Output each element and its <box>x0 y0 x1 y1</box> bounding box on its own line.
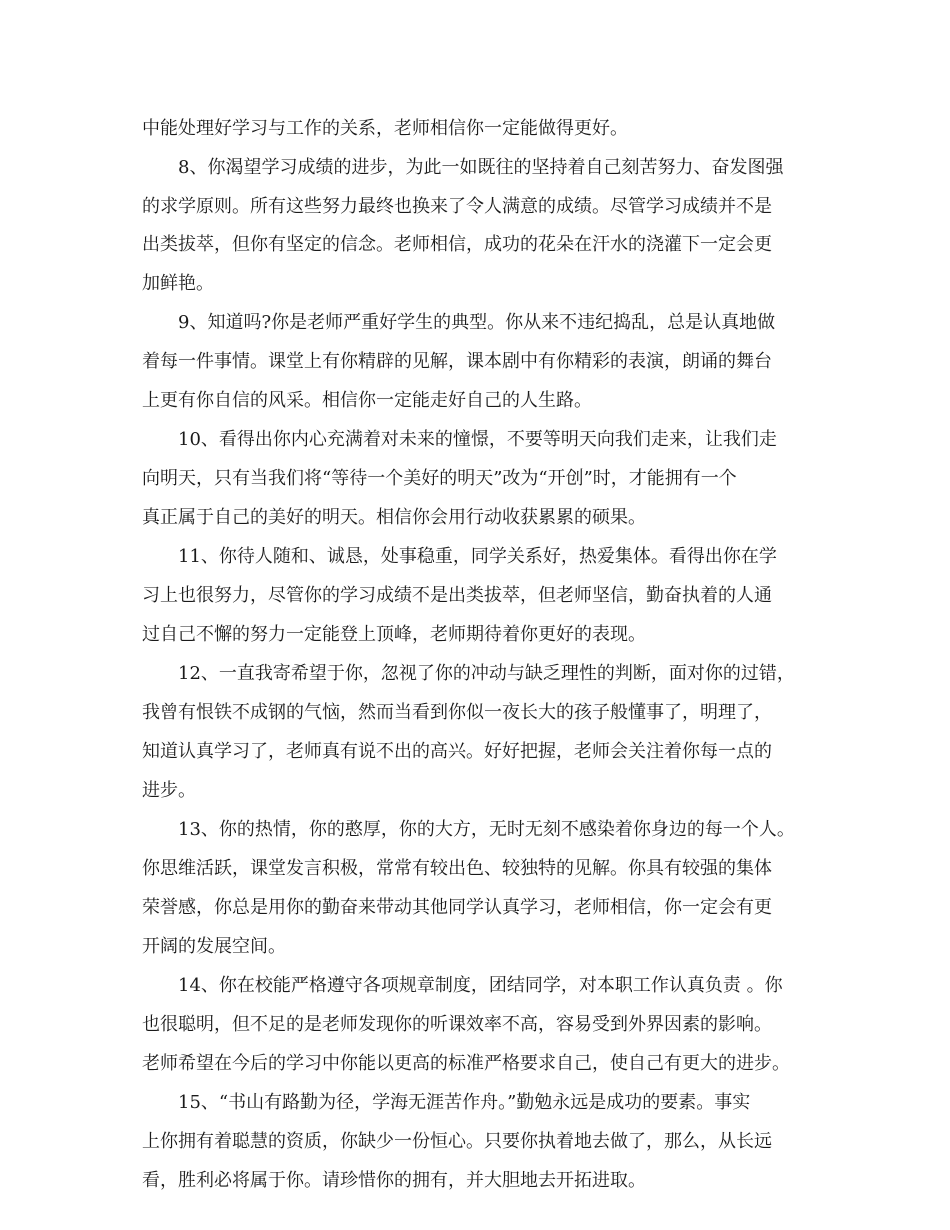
text-line: 也很聪明，但不足的是老师发现你的听课效率不高，容易受到外界因素的影响。 <box>142 1014 772 1035</box>
text-line: 老师希望在今后的学习中你能以更高的标准严格要求自己，使自己有更大的进步。 <box>142 1053 790 1074</box>
text-line: 的求学原则。所有这些努力最终也换来了令人满意的成绩。尽管学习成绩并不是 <box>142 196 772 217</box>
text-line: 15、“书山有路勤为径，学海无涯苦作舟。”勤勉永远是成功的要素。事实 <box>178 1092 751 1113</box>
text-line: 开阔的发展空间。 <box>142 936 286 957</box>
text-line: 习上也很努力，尽管你的学习成绩不是出类拔萃，但老师坚信，勤奋执着的人通 <box>142 585 772 606</box>
text-line: 14、你在校能严格遵守各项规章制度，团结同学，对本职工作认真负责 。你 <box>178 975 783 996</box>
text-line: 上更有你自信的风采。相信你一定能走好自己的人生路。 <box>142 390 592 411</box>
text-line: 中能处理好学习与工作的关系，老师相信你一定能做得更好。 <box>142 118 628 139</box>
text-line: 进步。 <box>142 780 196 801</box>
text-line: 出类拔萃，但你有坚定的信念。老师相信，成功的花朵在汗水的浇灌下一定会更 <box>142 234 772 255</box>
text-line: 着每一件事情。课堂上有你精辟的见解，课本剧中有你精彩的表演，朗诵的舞台 <box>142 351 772 372</box>
text-line: 过自己不懈的努力一定能登上顶峰，老师期待着你更好的表现。 <box>142 624 646 645</box>
text-line: 11、你待人随和、诚恳，处事稳重，同学关系好，热爱集体。看得出你在学 <box>178 546 777 567</box>
text-line: 荣誉感，你总是用你的勤奋来带动其他同学认真学习，老师相信，你一定会有更 <box>142 897 772 918</box>
text-line: 9、知道吗?你是老师严重好学生的典型。你从来不违纪捣乱，总是认真地做 <box>178 312 776 333</box>
text-line: 13、你的热情，你的憨厚，你的大方，无时无刻不感染着你身边的每一个人。 <box>178 819 795 840</box>
text-line: 12、一直我寄希望于你，忽视了你的冲动与缺乏理性的判断，面对你的过错， <box>178 663 795 684</box>
text-line: 你思维活跃，课堂发言积极，常常有较出色、较独特的见解。你具有较强的集体 <box>142 858 772 879</box>
text-line: 加鲜艳。 <box>142 273 214 294</box>
text-line: 看，胜利必将属于你。请珍惜你的拥有，并大胆地去开拓进取。 <box>142 1170 646 1191</box>
text-line: 知道认真学习了，老师真有说不出的高兴。好好把握，老师会关注着你每一点的 <box>142 741 772 762</box>
text-line: 向明天，只有当我们将“等待一个美好的明天”改为“开创”时，才能拥有一个 <box>142 468 737 489</box>
text-line: 真正属于自己的美好的明天。相信你会用行动收获累累的硕果。 <box>142 507 646 528</box>
text-line: 我曾有恨铁不成钢的气恼，然而当看到你似一夜长大的孩子般懂事了，明理了， <box>142 702 772 723</box>
text-line: 10、看得出你内心充满着对未来的憧憬，不要等明天向我们走来，让我们走 <box>178 429 777 450</box>
text-line: 8、你渴望学习成绩的进步，为此一如既往的坚持着自己刻苦努力、奋发图强 <box>178 157 784 178</box>
text-line: 上你拥有着聪慧的资质，你缺少一份恒心。只要你执着地去做了，那么，从长远 <box>142 1131 772 1152</box>
